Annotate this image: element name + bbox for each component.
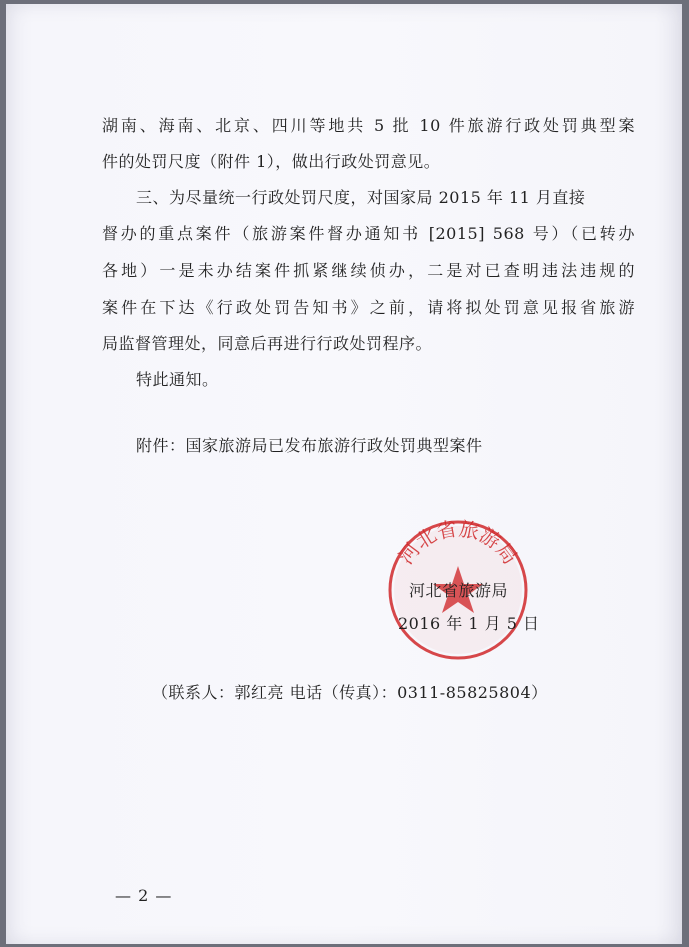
- document-page: [6, 4, 682, 944]
- body-line-1: 湖南、海南、北京、四川等地共 5 批 10 件旅游行政处罚典型案: [102, 116, 635, 135]
- body-line-2: 件的处罚尺度（附件 1），做出行政处罚意见。: [102, 152, 441, 171]
- body-line-3: 三、为尽量统一行政处罚尺度，对国家局 2015 年 11 月直接: [136, 188, 586, 207]
- body-line-6: 案件在下达《行政处罚告知书》之前，请将拟处罚意见报省旅游: [102, 298, 635, 317]
- body-line-4: 督办的重点案件（旅游案件督办通知书 [2015] 568 号）（已转办: [102, 224, 635, 243]
- attachment-line: 附件：国家旅游局已发布旅游行政处罚典型案件: [136, 436, 483, 455]
- closing-line: 特此通知。: [136, 370, 219, 389]
- svg-text:河北省旅游局: 河北省旅游局: [393, 516, 523, 569]
- body-line-5: 各地）一是未办结案件抓紧继续侦办，二是对已查明违法违规的: [102, 261, 635, 280]
- page-number: — 2 —: [115, 886, 173, 905]
- issue-date: 2016 年 1 月 5 日: [398, 614, 540, 633]
- issuer-name: 河北省旅游局: [409, 581, 509, 600]
- body-line-7: 局监督管理处，同意后再进行行政处罚程序。: [102, 334, 433, 353]
- contact-line: （联系人：郭红亮 电话（传真）：0311-85825804）: [152, 683, 548, 702]
